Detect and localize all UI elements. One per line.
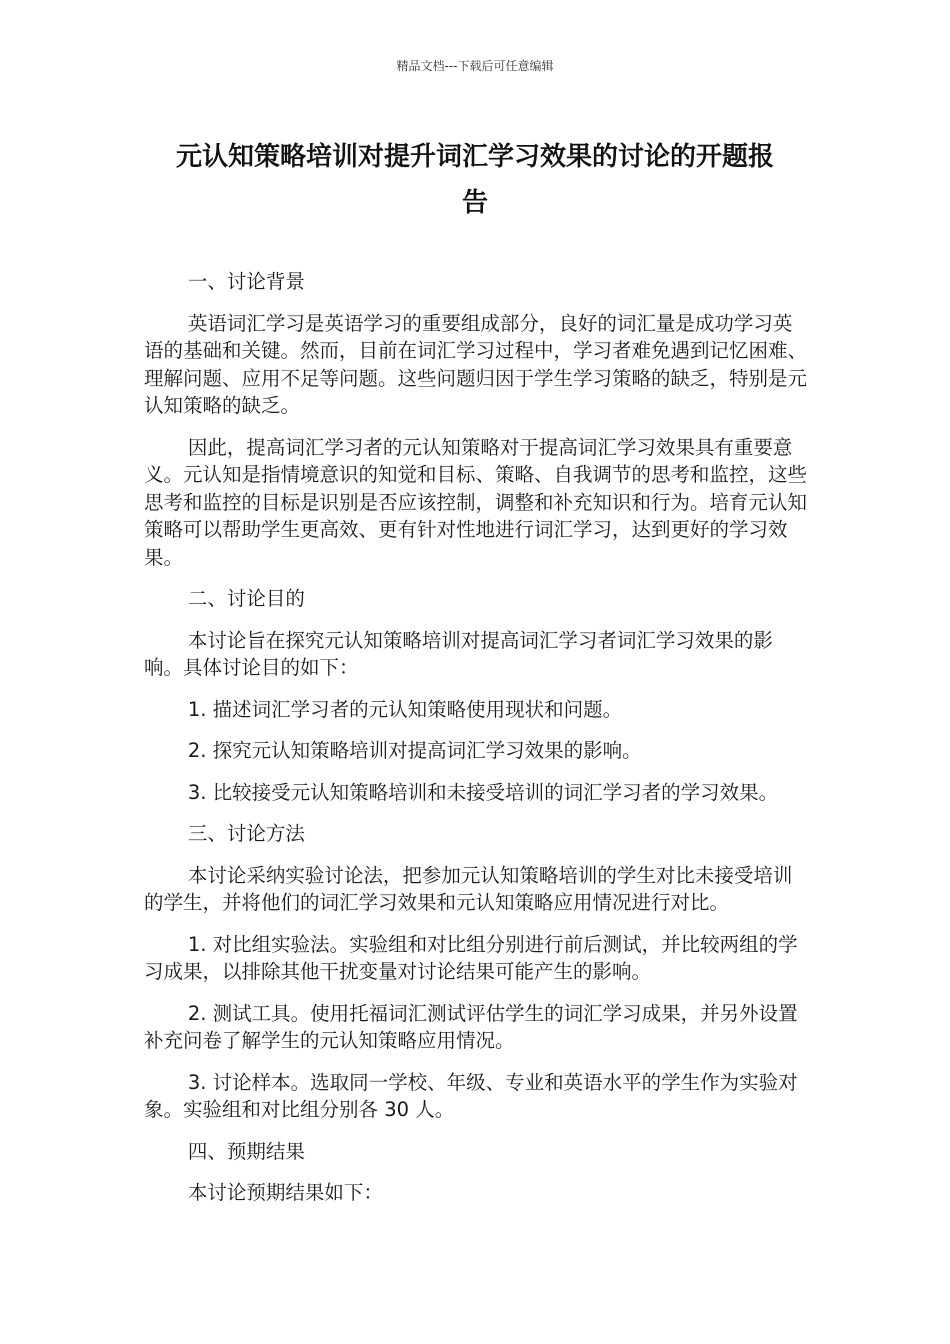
list-item-method-1: 1. 对比组实验法。实验组和对比组分别进行前后测试，并比较两组的学习成果，以排除其他干扰变量对讨论结果可能产生的影响。 <box>144 932 798 983</box>
section-heading-method: 三、讨论方法 <box>187 822 305 845</box>
document-title <box>140 134 810 226</box>
list-item-method-3: 3. 讨论样本。选取同一学校、年级、专业和英语水平的学生作为实验对象。实验组和对比组分别各 30 人。 <box>144 1070 798 1121</box>
title-line-1: 元认知策略培训对提升词汇学习效果的讨论的开题报 <box>175 142 774 172</box>
document-body <box>144 268 810 1221</box>
paragraph-background-2: 因此，提高词汇学习者的元认知策略对于提高词汇学习效果具有重要意义。元认知是指情境意识的知觉和目标、策略、自我调节的思考和监控，这些思考和监控的目标是识别是否应该控制，调整和补充知识和行为。培育元认知策略可以帮助学生更高效、更有针对性地进行词汇学习，达到更好的学习效果。 <box>144 435 808 569</box>
section-heading-results: 四、预期结果 <box>187 1139 305 1163</box>
page-header-note: 精品文档---下载后可任意编辑 <box>396 59 554 73</box>
list-item-method-2: 2. 测试工具。使用托福词汇测试评估学生的词汇学习成果，并另外设置补充问卷了解学生的元认知策略应用情况。 <box>144 1001 798 1052</box>
section-heading-purpose: 二、讨论目的 <box>187 587 305 610</box>
paragraph-background-1: 英语词汇学习是英语学习的重要组成部分，良好的词汇量是成功学习英语的基础和关键。然而，目前在词汇学习过程中，学习者难免遇到记忆困难、理解问题、应用不足等问题。这些问题归因于学生学习策略的缺乏，特别是元认知策略的缺乏。 <box>144 311 808 417</box>
paragraph-purpose-intro: 本讨论旨在探究元认知策略培训对提高词汇学习者词汇学习效果的影响。具体讨论目的如下： <box>144 628 773 679</box>
title-line-2: 告 <box>461 188 488 218</box>
list-item-purpose-2: 2. 探究元认知策略培训对提高词汇学习效果的影响。 <box>187 739 642 762</box>
list-item-purpose-1: 1. 描述词汇学习者的元认知策略使用现状和问题。 <box>187 697 623 721</box>
list-item-purpose-3: 3. 比较接受元认知策略培训和未接受培训的词汇学习者的学习效果。 <box>187 780 779 804</box>
paragraph-method-intro: 本讨论采纳实验讨论法，把参加元认知策略培训的学生对比未接受培训的学生，并将他们的词汇学习效果和元认知策略应用情况进行对比。 <box>144 863 793 914</box>
section-heading-background: 一、讨论背景 <box>187 270 305 293</box>
paragraph-results-intro: 本讨论预期结果如下： <box>187 1181 383 1204</box>
